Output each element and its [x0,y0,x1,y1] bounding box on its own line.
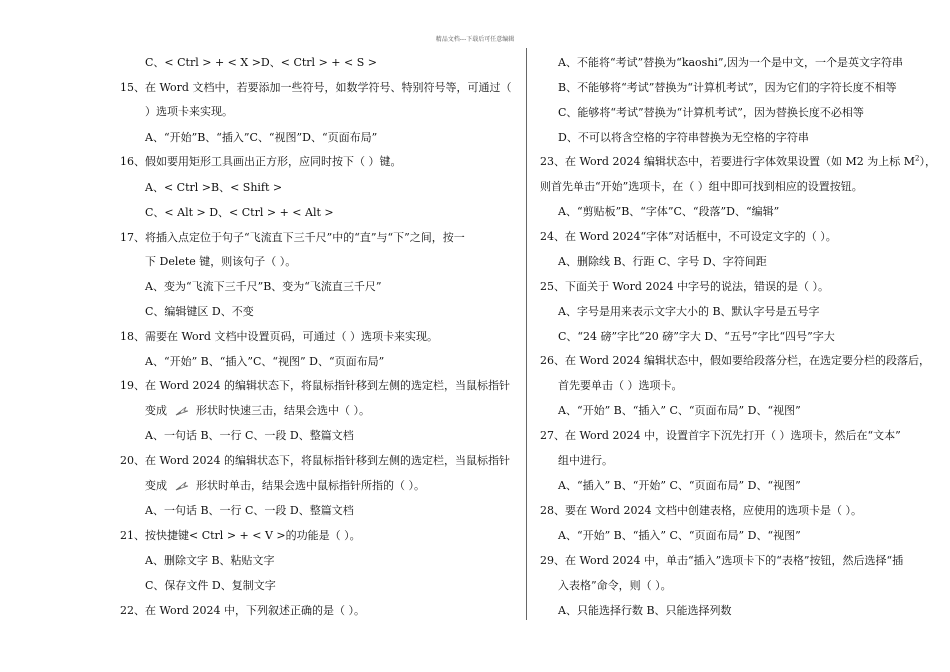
text-line: A、变为“飞流下三千尺”B、变为“飞流直三千尺” [145,280,382,293]
text-line: 19、在 Word 2024 的编辑状态下，将鼠标指针移到左侧的选定栏，当鼠标指针 [120,379,510,392]
text-line: A、“开始” B、“插入” C、“页面布局” D、“视图” [558,529,801,542]
text-line: A、字号是用来表示文字大小的 B、默认字号是五号字 [558,305,820,318]
text-line: 21、按快捷键< Ctrl > + < V >的功能是（ ）。 [120,529,361,542]
text-line: A、删除线 B、行距 C、字号 D、字符间距 [558,255,767,268]
q20-line-2 [145,479,425,493]
text-line: 组中进行。 [558,454,613,467]
text-line: A、“开始” B、“插入”C、“视图” D、“页面布局” [145,355,385,368]
text-line: 则首先单击“开始”选项卡，在（ ）组中即可找到相应的设置按钮。 [540,180,863,193]
q23-before: 23、在 Word 2024 编辑状态中，若要进行字体效果设置（如 M2 为上标 M [540,155,915,168]
q20-before: 变成 [145,479,167,492]
selection-arrow-icon [173,405,191,417]
text-line: A、“剪贴板”B、“字体”C、“段落”D、“编辑” [558,205,780,218]
text-line: 18、需要在 Word 文档中设置页码，可通过（ ）选项卡来实现。 [120,330,438,343]
text-line: A、一句话 B、一行 C、一段 D、整篇文档 [145,504,354,517]
text-line: 29、在 Word 2024 中，单击“插入”选项卡下的“表格”按钮，然后选择“插 [540,554,904,567]
column-divider [526,48,527,620]
q19-line-2 [145,404,370,418]
q20-after: 形状时单击，结果会选中鼠标指针所指的（ ）。 [196,479,425,492]
q23-after: ）， [919,155,936,168]
text-line: 20、在 Word 2024 的编辑状态下，将鼠标指针移到左侧的选定栏，当鼠标指针 [120,454,510,467]
text-line: A、< Ctrl >B、< Shift > [145,181,283,194]
q23-superscript: 2 [914,154,920,163]
text-line: C、“24 磅”字比“20 磅”字大 D、“五号”字比“四号”字大 [558,330,835,343]
text-line: C、能够将“考试”替换为“计算机考试”，因为替换长度不必相等 [558,106,864,119]
text-line: A、一句话 B、一行 C、一段 D、整篇文档 [145,429,354,442]
text-line: A、删除文字 B、粘贴文字 [145,554,275,567]
q19-after: 形状时快速三击，结果会选中（ ）。 [196,404,370,417]
text-line: A、“插入” B、“开始” C、“页面布局” D、“视图” [558,479,801,492]
text-line: C、保存文件 D、复制文字 [145,579,276,592]
text-line: D、不可以将含空格的字符串替换为无空格的字符串 [558,131,809,144]
text-line: 首先要单击（ ）选项卡。 [558,379,683,392]
text-line: C、编辑键区 D、不变 [145,305,254,318]
text-line: A、不能将“考试”替换为“kaoshi”,因为一个是中文，一个是英文字符串 [558,56,904,69]
selection-arrow-icon [173,480,191,492]
text-line: 15、在 Word 文档中，若要添加一些符号，如数学符号、特别符号等，可通过（ [120,81,512,94]
text-line: ）选项卡来实现。 [145,105,233,118]
text-line: 24、在 Word 2024“字体”对话框中，不可设定文字的（ ）。 [540,230,837,243]
text-line: 26、在 Word 2024 编辑状态中，假如要给段落分栏，在选定要分栏的段落后， [540,354,930,367]
text-line: 16、假如要用矩形工具画出正方形，应同时按下（ ）键。 [120,155,402,168]
text-line: C、< Ctrl > + < X >D、< Ctrl > + < S > [145,56,377,69]
q23-line-1 [540,155,936,169]
text-line: 17、将插入点定位于句子“飞流直下三千尺”中的“直”与“下”之间，按一 [120,231,465,244]
text-line: 入表格”命令，则（ ）。 [558,579,672,592]
q19-before: 变成 [145,404,167,417]
text-line: A、“开始”B、“插入”C、“视图”D、“页面布局” [145,131,378,144]
text-line: 下 Delete 键，则该句子（ ）。 [145,255,297,268]
text-line: C、< Alt > D、< Ctrl > + < Alt > [145,206,334,219]
text-line: 27、在 Word 2024 中，设置首字下沉先打开（ ）选项卡，然后在“文本” [540,429,901,442]
text-line: B、不能够将“考试”替换为“计算机考试”，因为它们的字符长度不相等 [558,81,897,94]
text-line: 25、下面关于 Word 2024 中字号的说法，错误的是（ ）。 [540,280,829,293]
page-header: 精品文档---下载后可任意编辑 [435,36,515,43]
text-line: 22、在 Word 2024 中，下列叙述正确的是（ ）。 [120,604,365,617]
text-line: A、只能选择行数 B、只能选择列数 [558,604,732,617]
text-line: A、“开始” B、“插入” C、“页面布局” D、“视图” [558,404,801,417]
text-line: 28、要在 Word 2024 文档中创建表格，应使用的选项卡是（ ）。 [540,504,862,517]
